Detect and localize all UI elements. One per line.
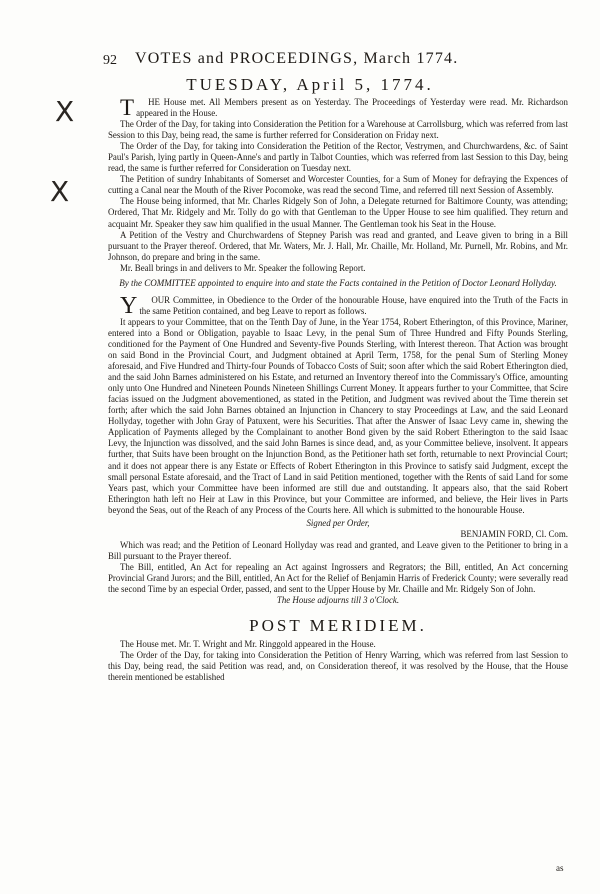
paragraph: The Order of the Day, for taking into Consideration the Petition for a Warehouse at Carrollsburg, which was referred from last Session to this Day, being read, the same is further referred for Consideration on Friday next.	[108, 119, 568, 141]
adjournment-line: The House adjourns till 3 o'Clock.	[276, 595, 400, 606]
signed-per-order: Signed per Order,	[306, 517, 370, 528]
day-heading: TUESDAY, April 5, 1774.	[186, 75, 434, 94]
page-number: 92	[103, 53, 117, 68]
text-column	[108, 97, 568, 683]
paragraph: The House being informed, that Mr. Charles Ridgely Son of John, a Delegate returned for Baltimore County, was attending; Ordered, That Mr. Ridgely and Mr. Tolly do go with that Gentleman to the Upper House to see him qualified. They return and acquaint Mr. Speaker they saw him qualified in the usual Manner. The Gentleman took his Seat in the House.	[108, 196, 568, 229]
paragraph: Which was read; and the Petition of Leonard Hollyday was read and granted, and Leave given to the Petitioner to bring in a Bill pursuant to the Prayer thereof.	[108, 539, 568, 561]
paragraph: The Bill, entitled, An Act for repealing an Act against Ingrossers and Regrators; the Bill, entitled, An Act concerning Provincial Grand Jurors; and the Bill, entitled, An Act for the Relief of Benjamin Harris of Frederick County; were severally read the second Time by an especial Order, passed, and sent to the Upper House by Mr. Chaille and Mr. Ridgely Son of John.	[108, 561, 568, 595]
paragraph: The House met. Mr. T. Wright and Mr. Ringgold appeared in the House.	[120, 639, 376, 650]
report-heading: By the COMMITTEE appointed to enquire into and state the Facts contained in the Petition of Doctor Leonard Hollyday.	[119, 277, 557, 288]
paragraph: Mr. Beall brings in and delivers to Mr. Speaker the following Report.	[120, 262, 366, 273]
post-meridiem-heading: POST MERIDIEM.	[249, 616, 427, 636]
running-head: VOTES and PROCEEDINGS, March 1774.	[135, 50, 459, 67]
paragraph: The Order of the Day, for taking into Consideration the Petition of Henry Warring, which was referred from last Session to this Day, being read, the said Petition was read, and, on Consideration thereof, it was resolved by the House, that the House therein mentioned be established	[108, 650, 568, 683]
margin-cross-mark: X	[55, 95, 75, 128]
margin-cross-mark: X	[50, 175, 70, 208]
paragraph: The Order of the Day, for taking into Consideration the Petition of the Rector, Vestrymen, and Churchwardens, &c. of Saint Paul's Parish, lying partly in Queen-Anne's and partly in Talbot Counties, which was referred from last Session to this Day, being read, the same is further referred for Consideration on Tuesday next.	[108, 141, 568, 174]
catchword: as	[556, 863, 564, 873]
paragraph: A Petition of the Vestry and Churchwardens of Stepney Parish was read and granted, and Leave given to bring in a Bill pursuant to the Prayer thereof. Ordered, that Mr. Waters, Mr. J. Hall, Mr. Chaille, Mr. Holland, Mr. Purnell, Mr. Robins, and Mr. Johnson, do prepare and bring in the same.	[108, 229, 568, 262]
report-paragraph: It appears to your Committee, that on the Tenth Day of June, in the Year 1754, Robert Etherington, of this Province, Mariner, entered into a Bond or Obligation, payable to Isaac Levy, in the penal Sum of Three Hundred and Fifty Pounds Sterling, conditioned for the Payment of One Hundred and Seventy-five Pounds Sterling, with Interest thereon. That Action was brought on said Bond in the Provincial Court, and Judgment obtained at April Term, 1758, for the penal Sum of Sterling Money aforesaid, and Five Hundred and Thirty-four Pounds of Tobacco Costs of Suit; soon after which the said Robert Etherington died, and the said John Barnes administered on his Estate, and returned an Inventory thereof into the Commissary's Office, amounting only unto One Hundred and Nineteen Pounds Nineteen Shillings Current Money. It appears further to your Committee, that Scire facias issued on the Judgment abovementioned, as stated in the Petition, and Judgment was revived about the Time therein set forth; after which the said John Barnes obtained an Injunction in Chancery to stay Proceedings at Law, and the said Leonard Hollyday, together with John Gray of Patuxent, were his Securities. That after the Answer of Isaac Levy came in, shewing the Application of Payments alleged by the Complainant to another Bond given by the said Robert Etherington to the said Isaac Levy, the Injunction was dissolved, and the said John Barnes is since dead, and, as your Committee believe, insolvent. It appears further, that Suits have been brought on the Injunction Bond, as the Petitioner hath set forth, returnable to next Provincial Court; and it does not appear there is any Estate or Effects of Robert Etherington in this Province to satisfy said Judgment, except the small personal Estate aforesaid, and the Tract of Land in said Petition mentioned, together with the Rents of said Land for some Years past, which your Committee have been informed are still due and outstanding. It appears also, that the said Robert Etherington hath left no Heir at Law in this Province, but your Committee are informed, and believe, the Heir lives in Parts beyond the Seas, out of the Reach of any Process of the Courts here. All which is submitted to the honourable House.	[108, 316, 568, 515]
paragraph: The Petition of sundry Inhabitants of Somerset and Worcester Counties, for a Sum of Money for defraying the Expences of cutting a Canal near the Mouth of the River Pocomoke, was read the second Time, and referred till next Session of Assembly.	[108, 174, 568, 196]
signature: BENJAMIN FORD, Cl. Com.	[460, 528, 568, 539]
report-paragraph: YOUR Committee, in Obedience to the Order of the honourable House, have enquired into the Truth of the Facts in the same Petition contained, and beg Leave to report as follows.	[120, 292, 568, 319]
paragraph: THE House met. All Members present as on Yesterday. The Proceedings of Yesterday were read. Mr. Richardson appeared in the House.	[120, 95, 568, 120]
